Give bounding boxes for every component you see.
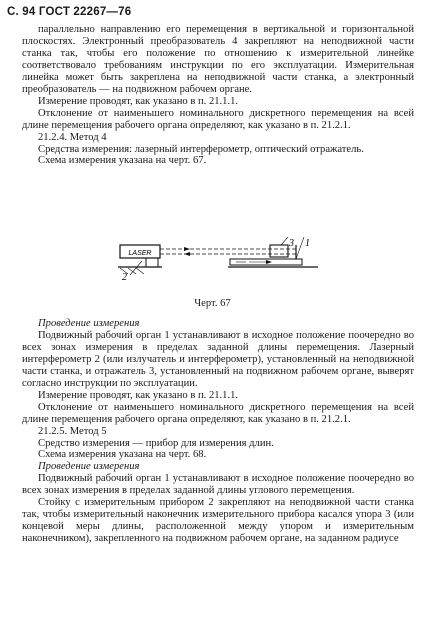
paragraph: Стойку с измерительным прибором 2 закрепляют на неподвижной части станка так, чтобы измерительный наконечник измерительного прибора касался упора 3 (или концевой меры длины, расположенной между упором и измерительным наконечником), закрепленного на подвижном рабочем органе, на заданном радиусе: [22, 497, 414, 545]
paragraph: Измерение проводят, как указано в п. 21.1.1.: [38, 95, 239, 107]
paragraph: Средства измерения: лазерный интерферометр, оптический отражатель.: [38, 143, 364, 155]
paragraph: Измерение проводят, как указано в п. 21.1.1.: [38, 389, 239, 401]
section-heading: 21.2.5. Метод 5: [38, 425, 107, 437]
subheading: Проведение измерения: [38, 318, 140, 329]
measurement-scheme-figure: [118, 237, 318, 297]
paragraph: Отклонение от наименьшего номинального дискретного перемещения на всей длине перемещения рабочего органа определяют, как указано в п. 21.2.1.: [22, 107, 414, 131]
laser-stand: [146, 258, 158, 267]
figure-label-1: 1: [305, 238, 310, 249]
section-heading: 21.2.4. Метод 4: [38, 131, 107, 143]
page-header: С. 94 ГОСТ 22267—76: [7, 6, 132, 18]
paragraph: Подвижный рабочий орган 1 устанавливают в исходное положение поочередно во всех зонах измерения в пределах заданной длины углового перемещения.: [22, 473, 414, 497]
figure-label-2: 2: [122, 272, 127, 283]
paragraph: Подвижный рабочий орган 1 устанавливают в исходное положение поочередно во всех зонах измерения в пределах заданной длины перемещения. Лазерный интерферометр 2 (или излучатель и интерферометр), установленный на неподвижной части станка, и отражатель 3, установленный на подвижном рабочем органе, выверят согласно инструкции по эксплуатации.: [22, 329, 414, 389]
paragraph: Схема измерения указана на черт. 67.: [38, 155, 207, 167]
reflector: [270, 245, 288, 257]
top-text-block: [22, 24, 414, 167]
figure-label-3: 3: [289, 238, 294, 249]
paragraph: Средство измерения — прибор для измерения длин.: [38, 437, 274, 449]
paragraph: Отклонение от наименьшего номинального дискретного перемещения на всей длине перемещения рабочего органа определяют, как указано в п. 21.2.1.: [22, 401, 414, 425]
subheading: Проведение измерения: [38, 461, 140, 473]
paragraph: Схема измерения указана на черт. 68.: [38, 449, 207, 461]
figure-caption: Черт. 67: [194, 298, 231, 309]
laser-label: LASER: [128, 250, 152, 257]
bottom-text-block: [22, 318, 414, 545]
paragraph: параллельно направлению его перемещения в вертикальной и горизонтальной плоскостях. Электронный преобразователь 4 закрепляют на неподвижной части станка так, чтобы его положение по отношению к измерительной линейке соответствовало требованиям инструкции по его эксплуатации. Измерительная линейка может быть закреплена на неподвижной части станка, а электронный преобразователь — на подвижном рабочем органе.: [22, 24, 414, 95]
